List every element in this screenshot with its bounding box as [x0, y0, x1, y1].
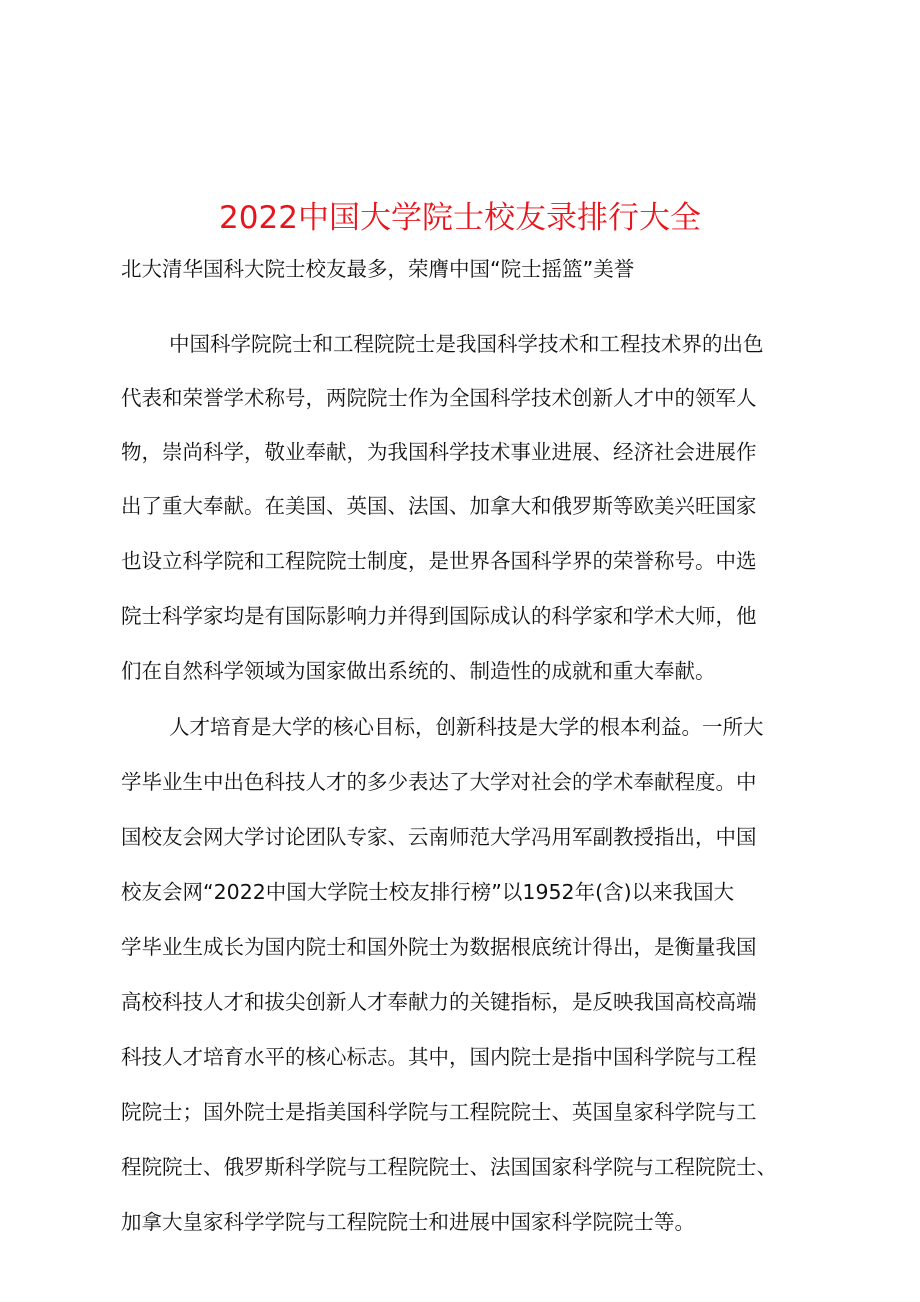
document-title: 2022中国大学院士校友录排行大全 [219, 200, 701, 236]
document-page: 2022中国大学院士校友录排行大全 北大清华国科大院士校友最多，荣膺中国“院士摇篮”美誉 中国科学院院士和工程院院士是我国科学技术和工程技术界的出色 代表和荣誉学术称号，两院院士作为全国科学技术创新人才中的领军人 物，崇尚科学，敬业奉献，为我国科学技术事业进展、经济社会进展作 出了重大奉献。在美国、英国、法国、加拿大和俄罗斯等欧美兴旺国家 也设立科学院和工程院院士制度，是世界各国科学界的荣誉称号。中选 院士科学家均是有国际影响力并得到国际成认的科学家和学术大师，他 们在自然科学领域为国家做出系统的、制造性的成就和重大奉献。 人才培育是大学的核心目标，创新科技是大学的根本利益。一所大 学毕业生中出色科技人才的多少表达了大学对社会的学术奉献程度。中 国校友会网大学讨论团队专家、云南师范大学冯用军副教授指出，中国 校友会网“2022中国大学院士校友排行榜”以1952年(含)以来我国大 学毕业生成长为国内院士和国外院士为数据根底统计得出，是衡量我国 高校科技人才和拔尖创新人才奉献力的关键指标，是反映我国高校高端 科技人才培育水平的核心标志。其中，国内院士是指中国科学院与工程 院院士；国外院士是指美国科学院与工程院院士、英国皇家科学院与工 程院院士、俄罗斯科学院与工程院院士、法国国家科学院与工程院院士、 加拿大皇家科学学院与工程院院士和进展中国家科学院院士等。 [0, 0, 920, 1302]
